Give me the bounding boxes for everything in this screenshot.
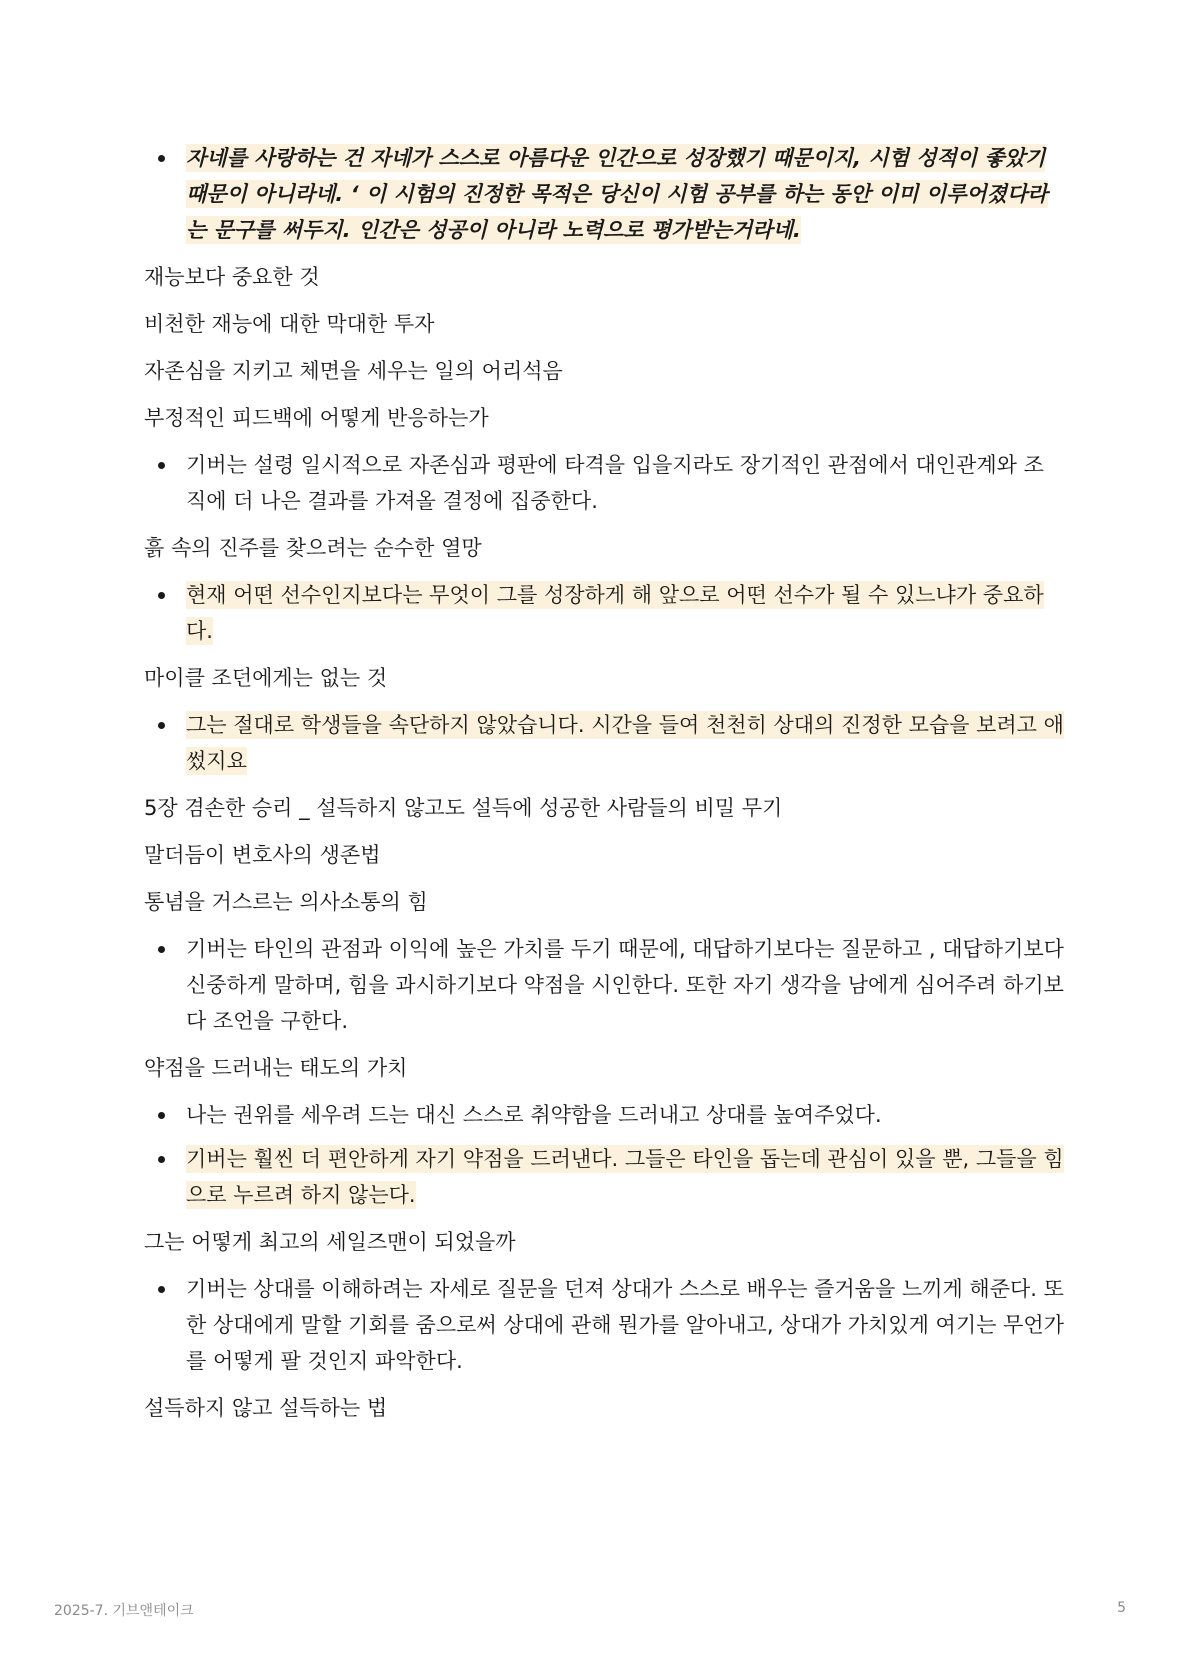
- section-heading: 비천한 재능에 대한 막대한 투자: [144, 312, 435, 336]
- section-heading: 재능보다 중요한 것: [144, 265, 320, 289]
- bullet-text: 기버는 설령 일시적으로 자존심과 평판에 타격을 입을지라도 장기적인 관점에서 대인관계와 조직에 더 나은 결과를 가져올 결정에 집중한다.: [186, 453, 1044, 513]
- highlighted-text: 현재 어떤 선수인지보다는 무엇이 그를 성장하게 해 앞으로 어떤 선수가 될 수 있느냐가 중요하다.: [186, 583, 1044, 643]
- bullet-item: [144, 140, 1064, 248]
- bullet-list: [144, 140, 1064, 248]
- footer-page-number: 5: [1117, 1600, 1126, 1616]
- section-heading: 통념을 거스르는 의사소통의 힘: [144, 890, 428, 914]
- section-heading: 그는 어떻게 최고의 세일즈맨이 되었을까: [144, 1230, 516, 1254]
- highlighted-text: 자네를 사랑하는 건 자네가 스스로 아름다운 인간으로 성장했기 때문이지, 시험 성적이 좋았기 때문이 아니라네. ‘ 이 시험의 진정한 목적은 당신이 시험 공부를 하는 동안 이미 이루어졌다라는 문구를 써두지. 인간은 성공이 아니라 노력으로 평가받는거라네.: [186, 146, 1048, 242]
- bullet-text: 기버는 상대를 이해하려는 자세로 질문을 던져 상대가 스스로 배우는 즐거움을 느끼게 해준다. 또한 상대에게 말할 기회를 줌으로써 상대에 관해 뭔가를 알아내고, 상대가 가치있게 여기는 무언가를 어떻게 팔 것인지 파악한다.: [186, 1277, 1064, 1373]
- bullet-item: [144, 931, 1064, 1039]
- section-heading: 흙 속의 진주를 찾으려는 순수한 열망: [144, 536, 482, 560]
- bullet-item: [144, 447, 1064, 519]
- page-content: [144, 140, 1064, 1437]
- bullet-item: [144, 707, 1064, 779]
- bullet-item: [144, 577, 1064, 649]
- bullet-list: [144, 931, 1064, 1039]
- highlighted-text: 기버는 훨씬 더 편안하게 자기 약점을 드러낸다. 그들은 타인을 돕는데 관심이 있을 뿐, 그들을 힘으로 누르려 하지 않는다.: [186, 1147, 1064, 1207]
- section-heading: 약점을 드러내는 태도의 가치: [144, 1056, 408, 1080]
- footer-document-title: 2025-7. 기브앤테이크: [54, 1603, 194, 1619]
- highlighted-text: 그는 절대로 학생들을 속단하지 않았습니다. 시간을 들여 천천히 상대의 진정한 모습을 보려고 애썼지요: [186, 713, 1064, 773]
- bullet-text: 나는 권위를 세우려 드는 대신 스스로 취약함을 드러내고 상대를 높여주었다.: [186, 1103, 882, 1127]
- bullet-list: [144, 1271, 1064, 1379]
- section-heading: 설득하지 않고 설득하는 법: [144, 1396, 388, 1420]
- bullet-item: [144, 1141, 1064, 1213]
- bullet-list: [144, 447, 1064, 519]
- bullet-item: [144, 1097, 1064, 1133]
- section-heading: 부정적인 피드백에 어떻게 반응하는가: [144, 406, 489, 430]
- bullet-list: [144, 577, 1064, 649]
- section-heading: 마이클 조던에게는 없는 것: [144, 666, 388, 690]
- bullet-list: [144, 1097, 1064, 1213]
- section-heading: 자존심을 지키고 체면을 세우는 일의 어리석음: [144, 359, 563, 383]
- section-heading: 말더듬이 변호사의 생존법: [144, 843, 381, 867]
- section-heading: 5장 겸손한 승리 _ 설득하지 않고도 설득에 성공한 사람들의 비밀 무기: [144, 796, 783, 820]
- bullet-item: [144, 1271, 1064, 1379]
- bullet-list: [144, 707, 1064, 779]
- bullet-text: 기버는 타인의 관점과 이익에 높은 가치를 두기 때문에, 대답하기보다는 질문하고 , 대답하기보다 신중하게 말하며, 힘을 과시하기보다 약점을 시인한다. 또한 자기 생각을 남에게 심어주려 하기보다 조언을 구한다.: [186, 937, 1064, 1033]
